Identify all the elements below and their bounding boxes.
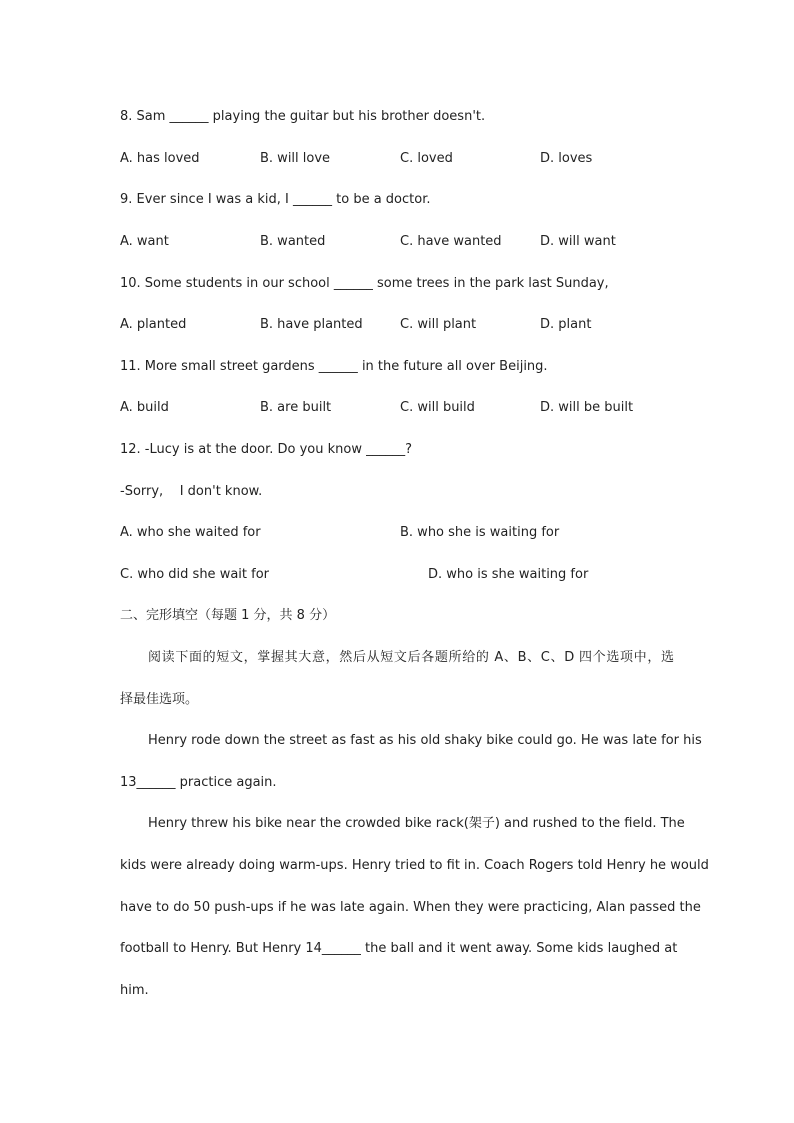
question-10-option-b: B. have planted [260,317,363,332]
question-9-option-c: C. have wanted [400,234,502,249]
question-11-option-a: A. build [120,400,169,415]
question-10-stem: 10. Some students in our school ______ some trees in the park last Sunday, [120,276,609,291]
question-8-stem: 8. Sam ______ playing the guitar but his brother doesn't. [120,109,486,124]
section-instruction-line-2: 择最佳选项。 [120,692,199,707]
passage-p2-line-1: Henry threw his bike near the crowded bike rack(架子) and rushed to the field. The [148,816,685,831]
question-11-option-c: C. will build [400,400,475,415]
question-12-option-b: B. who she is waiting for [400,525,560,540]
question-10-option-c: C. will plant [400,317,477,332]
question-8-option-b: B. will love [260,151,331,166]
passage-p2-line-3: have to do 50 push-ups if he was late again. When they were practicing, Alan passed the [120,900,701,915]
section-heading: 二、完形填空（每题 1 分，共 8 分） [120,608,336,623]
passage-p1-line-2: 13______ practice again. [120,775,277,790]
question-10-option-d: D. plant [540,317,592,332]
question-9-option-b: B. wanted [260,234,326,249]
question-12-reply: -Sorry, I don't know. [120,484,263,499]
question-11-stem: 11. More small street gardens ______ in the future all over Beijing. [120,359,548,374]
question-9-option-a: A. want [120,234,169,249]
question-10-option-a: A. planted [120,317,187,332]
question-9-option-d: D. will want [540,234,616,249]
question-8-option-a: A. has loved [120,151,200,166]
question-9-stem: 9. Ever since I was a kid, I ______ to be a doctor. [120,192,431,207]
passage-p1-line-1: Henry rode down the street as fast as his old shaky bike could go. He was late for his [148,733,702,748]
question-11-option-b: B. are built [260,400,332,415]
passage-p2-line-4: football to Henry. But Henry 14______ the ball and it went away. Some kids laughed at [120,941,678,956]
question-8-option-c: C. loved [400,151,453,166]
question-8-option-d: D. loves [540,151,593,166]
question-12-option-d: D. who is she waiting for [428,567,589,582]
question-11-option-d: D. will be built [540,400,634,415]
section-instruction-line-1: 阅读下面的短文，掌握其大意，然后从短文后各题所给的 A、B、C、D 四个选项中，选 [148,650,674,665]
question-12-stem: 12. -Lucy is at the door. Do you know ______? [120,442,412,457]
question-12-option-a: A. who she waited for [120,525,261,540]
question-12-option-c: C. who did she wait for [120,567,270,582]
passage-p2-line-5: him. [120,983,149,998]
passage-p2-line-2: kids were already doing warm-ups. Henry tried to fit in. Coach Rogers told Henry he would [120,858,709,873]
